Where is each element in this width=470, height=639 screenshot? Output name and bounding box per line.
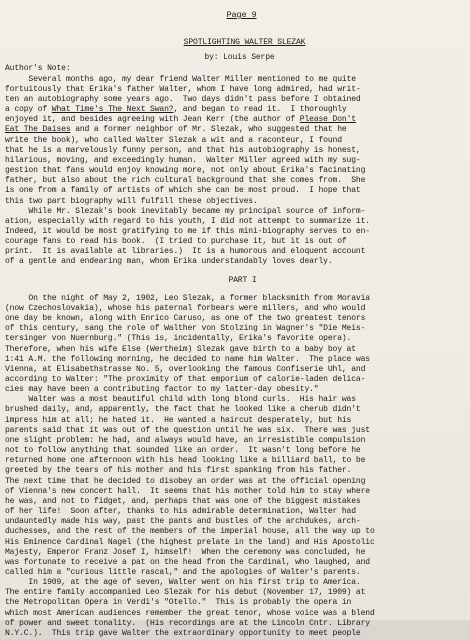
authors-note-body: [5, 75, 462, 268]
body-line: On the night of May 2, 1902, Leo Slezak, a former blacksmith from Moravia: [5, 293, 370, 303]
body-line: Therefore, when his wife Else (Wertheim) Slezak gave birth to a baby boy at: [5, 344, 356, 354]
book-title: What Time's The Next Swan?: [51, 105, 174, 115]
body-line: according to Walter: "The proximity of that emporium of calorie-laden delica-: [5, 375, 366, 384]
body-line: The next time that he decided to disobey an order was at the official opening: [5, 476, 366, 486]
body-line: brushed daily, and, apparently, the fact that he looked like a cherub didn't: [5, 405, 361, 415]
note-line: Several months ago, my dear friend Walter Miller mentioned to me quite: [5, 74, 356, 84]
note-line: a copy of What Time's The Next Swan?, and began to read it. I thoroughly: [5, 105, 347, 115]
note-line: fortuitously that Erika's father Walter, whom I have long admired, had writ-: [5, 84, 361, 94]
note-line: ten an autobiography some years ago. Two days didn't pass before I obtained: [5, 94, 361, 104]
page-number: Page 9: [226, 10, 257, 20]
body-line: In 1909, at the age of seven, Walter went on his first trip to America.: [5, 578, 361, 588]
body-line: was fortunate to receive a pat on the head from the Cardinal, who laughed, and: [5, 557, 370, 567]
note-line: write the book), who called Walter Slezak a wit and a raconteur, I found: [5, 135, 342, 145]
article-body: [5, 294, 462, 639]
note-line: courage fans to read his book. (I tried to purchase it, but it is out of: [5, 237, 347, 247]
note-line: enjoyed it, and besides agreeing with Jean Kerr (the author of Please Don't: [5, 115, 356, 125]
note-line: is one from a family of artists of which she can be most proud. I hope that: [5, 186, 361, 196]
note-line: that he is a marvelously funny person, and that his autobiography is honest,: [5, 145, 361, 155]
body-line: tersinger von Nuernburg." (This is, incidentally, Erika's favorite opera).: [5, 334, 352, 344]
body-line: Majesty, Emperor Franz Josef I, himself! When the ceremony was concluded, he: [5, 547, 366, 557]
body-line: greeted by the tears of his mother and his first spanking from his father.: [5, 466, 352, 476]
body-line: 1:41 A.M. the following morning, he decided to name him Walter. The place was: [5, 354, 370, 364]
body-line: one slight problem: he had, and always would have, an irresistible compulsion: [5, 435, 366, 445]
book-title: Please Don't: [299, 115, 356, 125]
note-line: hilarious, moving, and exceedingly human. Walter Miller agreed with my sug-: [5, 155, 361, 165]
body-line: The entire family accompanied Leo Slezak for his debut (November 17, 1909) at: [5, 588, 366, 598]
book-title: Eat The Daises: [5, 125, 71, 135]
part-heading: PART I: [228, 275, 257, 285]
body-line: the Metropolitan Opera in Verdi's "Otello." This is probably the opera in: [5, 598, 352, 608]
body-line: returned home one afternoon with his head looking like a billiard ball, to be: [5, 456, 366, 466]
body-line: cies may have been a contributing factor to my latter-day obesity.": [5, 385, 319, 395]
byline: by: Louis Serpe: [204, 53, 275, 63]
body-line: one day be known, along with Enrico Caruso, as one of the two greatest tenors: [5, 314, 366, 324]
body-line: (now Czechoslovakia), whose his paternal forbears were millers, and who would: [5, 303, 366, 313]
body-line: which most American audiences remember the great tenor, whose voice was a blend: [5, 608, 375, 618]
note-line: Indeed, it would be most gratifying to me if this mini-biography serves to en-: [5, 226, 370, 236]
note-line: father, but also about the rich cultural background that she comes from. She: [5, 176, 366, 186]
body-line: Vienna, at Elisabethstrasse No. 5, overlooking the famous Confiserie Uhl, and: [5, 364, 366, 374]
authors-note-label: Author's Note:: [5, 64, 71, 74]
note-line: ation, especially with regard to his youth, I did not attempt to summarize it.: [5, 216, 370, 226]
body-line: of her life! Soon after, thanks to his admirable determination, Walter had: [5, 507, 356, 517]
body-line: impress him at all; he hated it. He wanted a haircut desperately, but his: [5, 415, 352, 425]
body-line: he was, and not to fidget, and, perhaps that was one of the biggest mistakes: [5, 496, 361, 506]
note-line: this two part biography will fulfill these objectives.: [5, 196, 258, 206]
note-line: Eat The Daises and a former neighbor of Mr. Slezak, who suggested that he: [5, 125, 347, 135]
body-line: undauntedly made his way, past the pants and bustles of the archdukes, arch-: [5, 517, 361, 527]
body-line: duchesses, and the rest of the members of the imperial house, all the way up to: [5, 527, 375, 537]
body-line: of power and sweet tonality. (His recordings are at the Lincoln Cntr. Library: [5, 618, 370, 628]
body-line: called him a "curious little rascal," and the apologies of Walter's parents.: [5, 567, 361, 577]
article-title: SPOTLIGHTING WALTER SLEZAK: [183, 38, 306, 48]
body-line: of this century, sang the role of Walther von Stolzing in Wagner's "Die Meis-: [5, 324, 366, 334]
note-line: print. It is available at libraries.) It is a humorous and eloquent account: [5, 247, 366, 257]
note-line: gestion that fans would enjoy knowing more, not only about Erika's facinating: [5, 166, 366, 176]
body-line: not to follow anything that sounded like an order. It wasn't long before he: [5, 446, 361, 456]
body-line: N.Y.C.). This trip gave Walter the extraordinary opportunity to meet people: [5, 628, 361, 638]
body-line: of Vienna's new concert hall. It seems that his mother told him to stay where: [5, 486, 370, 496]
body-line: His Eminence Cardinal Nagel (the highest prelate in the land) and His Apostolic: [5, 537, 375, 547]
body-line: parents said that it was out of the question until he was six. There was just: [5, 425, 370, 435]
note-line: While Mr. Slezak's book inevitably became my principal source of inform-: [5, 206, 366, 216]
body-line: Walter was a most beautiful child with long blond curls. His hair was: [5, 395, 356, 405]
note-line: of a gentle and endearing man, whom Erika understandably loves dearly.: [5, 257, 333, 267]
